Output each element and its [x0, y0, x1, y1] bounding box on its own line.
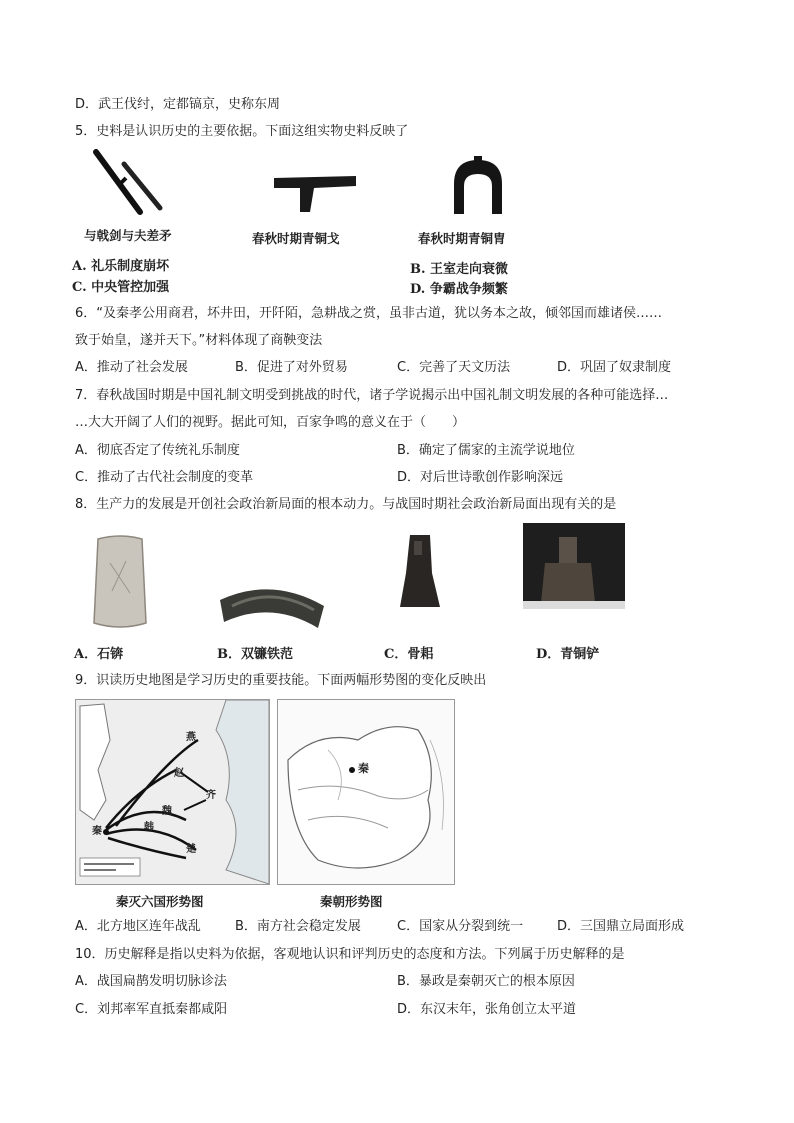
map2-caption: 秦朝形势图 [320, 894, 383, 909]
sword-spear-image [88, 148, 178, 218]
q8-option-b: B．双镰铁范 [217, 647, 293, 662]
q8-option-a: A．石锛 [74, 647, 124, 662]
map1-label-qi: 齐 [206, 790, 216, 801]
bronze-shovel-image [523, 523, 625, 609]
q8-stem: 8．生产力的发展是开创社会政治新局面的根本动力。与战国时期社会政治新局面出现有关的是 [75, 497, 617, 512]
q5-caption-2: 春秋时期青铜戈 [252, 231, 340, 246]
q9-option-a: A．北方地区连年战乱 [75, 919, 201, 934]
q10-option-b: B．暴政是秦朝灭亡的根本原因 [397, 974, 575, 989]
qin-dynasty-map [277, 699, 455, 885]
q5-option-c: C. 中央管控加强 [72, 280, 170, 295]
map1-label-qin: 秦 [92, 826, 102, 837]
q6-stem-line1: 6．“及秦孝公用商君，坏井田，开阡陌，急耕战之赏，虽非古道，犹以务本之故，倾邻国而雄诸侯…… [75, 306, 663, 321]
q10-stem: 10．历史解释是指以史料为依据，客观地认识和评判历史的态度和方法。下列属于历史解释的是 [75, 947, 625, 962]
q6-option-a: A．推动了社会发展 [75, 360, 188, 375]
q6-stem-line2: 致于始皇，遂并天下。”材料体现了商鞅变法 [75, 333, 323, 348]
bone-si-image [394, 533, 444, 611]
q10-option-a: A．战国扁鹊发明切脉诊法 [75, 974, 227, 989]
q9-stem: 9．识读历史地图是学习历史的重要技能。下面两幅形势图的变化反映出 [75, 673, 487, 688]
q5-option-a: A. 礼乐制度崩坏 [72, 259, 170, 274]
q5-caption-3: 春秋时期青铜胄 [418, 231, 506, 246]
q7-option-b: B．确定了儒家的主流学说地位 [397, 443, 575, 458]
q10-option-c: C．刘邦率军直抵秦都咸阳 [75, 1002, 228, 1017]
map1-label-zhao: 赵 [174, 768, 184, 779]
map1-label-han: 韩 [144, 822, 154, 833]
q7-stem-line1: 7．春秋战国时期是中国礼制文明受到挑战的时代，诸子学说揭示出中国礼制文明发展的各种可能选择… [75, 388, 669, 403]
qin-conquest-map [75, 699, 270, 885]
q7-option-c: C．推动了古代社会制度的变革 [75, 470, 254, 485]
stone-adze-image [90, 533, 150, 631]
q6-option-d: D．巩固了奴隶制度 [557, 360, 672, 375]
map1-label-yan: 燕 [186, 732, 196, 743]
map1-label-chu: 楚 [186, 844, 196, 855]
q5-stem: 5．史料是认识历史的主要依据。下面这组实物史料反映了 [75, 124, 409, 139]
q7-stem-line2: …大大开阔了人们的视野。据此可知，百家争鸣的意义在于（ ） [75, 415, 466, 430]
q4-option-d: D．武王伐纣，定都镐京，史称东周 [75, 97, 281, 112]
map1-label-wei: 魏 [162, 806, 172, 817]
iron-mold-image [218, 576, 326, 630]
q7-option-a: A．彻底否定了传统礼乐制度 [75, 443, 240, 458]
map1-caption: 秦灭六国形势图 [116, 894, 204, 909]
map2-label-qin: 秦 [358, 762, 369, 775]
bronze-ge-image [270, 168, 360, 218]
q5-option-b: B. 王室走向衰微 [410, 262, 509, 277]
q10-option-d: D．东汉末年，张角创立太平道 [397, 1002, 577, 1017]
q6-option-b: B．促进了对外贸易 [235, 360, 348, 375]
q6-option-c: C．完善了天文历法 [397, 360, 511, 375]
q8-option-d: D．青铜铲 [536, 647, 600, 662]
q9-option-b: B．南方社会稳定发展 [235, 919, 361, 934]
q8-option-c: C．骨耜 [384, 647, 434, 662]
q7-option-d: D．对后世诗歌创作影响深远 [397, 470, 564, 485]
q9-option-c: C．国家从分裂到统一 [397, 919, 524, 934]
q5-caption-1: 与戟剑与夫差矛 [84, 228, 172, 243]
q9-option-d: D．三国鼎立局面形成 [557, 919, 685, 934]
q5-option-d: D. 争霸战争频繁 [410, 282, 508, 297]
bronze-helmet-image [448, 156, 508, 218]
